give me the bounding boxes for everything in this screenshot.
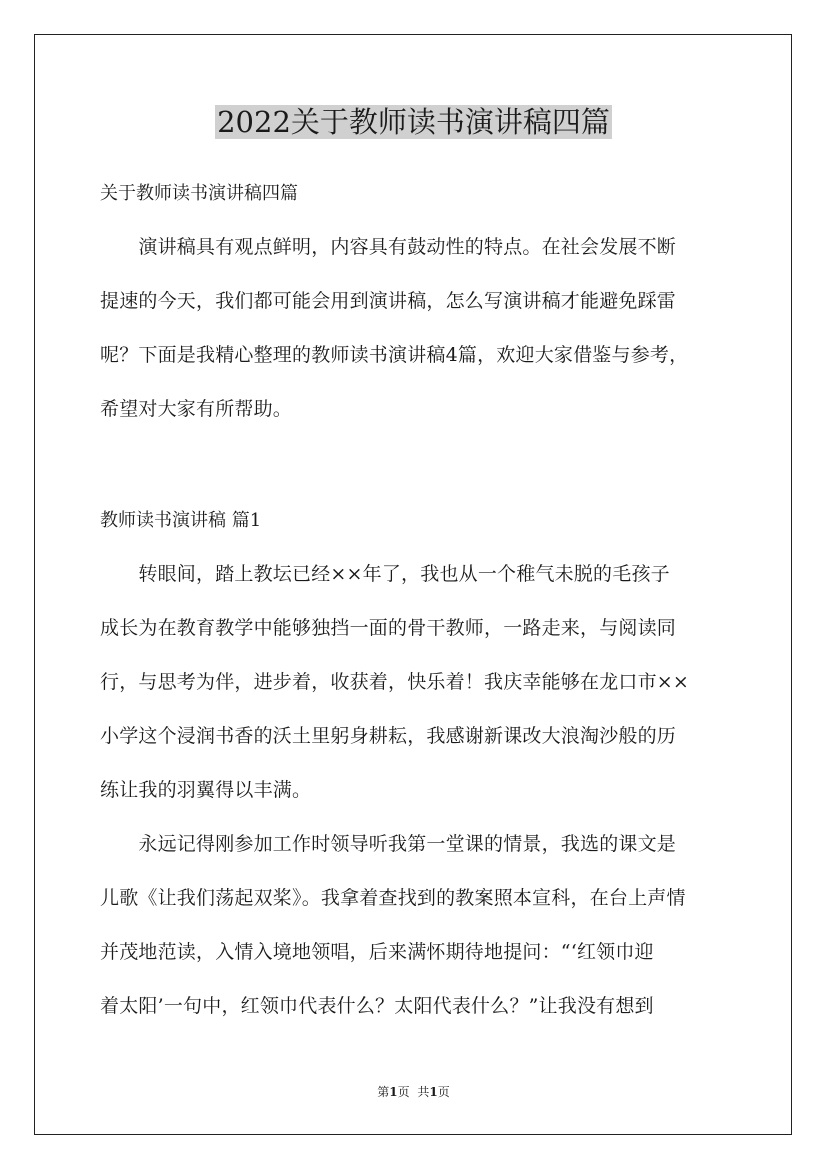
paragraph-line: 演讲稿具有观点鲜明，内容具有鼓动性的特点。在社会发展不断 xyxy=(100,236,677,258)
paragraph-line: 提速的今天，我们都可能会用到演讲稿，怎么写演讲稿才能避免踩雷 xyxy=(100,290,677,312)
paragraph-line: 呢？下面是我精心整理的教师读书演讲稿4篇，欢迎大家借鉴与参考， xyxy=(100,344,689,366)
paragraph-line: 转眼间，踏上教坛已经××年了，我也从一个稚气未脱的毛孩子 xyxy=(100,563,670,585)
footer-total-suffix: 页 xyxy=(437,1085,450,1099)
document-title xyxy=(0,104,827,140)
footer-total-number: 1 xyxy=(429,1085,438,1099)
paragraph-line: 成长为在教育教学中能够独挡一面的骨干教师，一路走来，与阅读同 xyxy=(100,617,677,639)
section-heading: 教师读书演讲稿 篇1 xyxy=(100,510,262,531)
footer-page-number: 1 xyxy=(389,1085,398,1099)
paragraph-line: 永远记得刚参加工作时领导听我第一堂课的情景，我选的课文是 xyxy=(100,833,677,855)
footer-total-prefix: 共 xyxy=(417,1085,430,1099)
intro-paragraph xyxy=(100,235,740,451)
paragraph-line: 儿歌《让我们荡起双桨》。我拿着查找到的教案照本宣科，在台上声情 xyxy=(100,887,686,909)
paragraph-line: 并茂地范读，入情入境地领唱，后来满怀期待地提问：“‘红领巾迎 xyxy=(100,941,654,963)
page-footer xyxy=(0,1084,827,1100)
paragraph-line: 小学这个浸润书香的沃土里躬身耕耘，我感谢新课改大浪淘沙般的历 xyxy=(100,725,677,747)
paragraph-line: 行，与思考为伴，进步着，收获着，快乐着！我庆幸能够在龙口市×× xyxy=(100,671,690,693)
paragraph-line: 练让我的羽翼得以丰满。 xyxy=(100,779,312,801)
footer-page-suffix: 页 xyxy=(397,1085,410,1099)
paragraph-1 xyxy=(100,562,740,832)
paragraph-line: 着太阳’一句中，红领巾代表什么？太阳代表什么？”让我没有想到 xyxy=(100,995,654,1017)
footer-page-prefix: 第 xyxy=(377,1085,390,1099)
paragraph-line: 希望对大家有所帮助。 xyxy=(100,398,293,420)
document-subtitle: 关于教师读书演讲稿四篇 xyxy=(100,183,298,204)
title-text: 2022关于教师读书演讲稿四篇 xyxy=(217,105,610,139)
paragraph-2 xyxy=(100,832,740,1048)
